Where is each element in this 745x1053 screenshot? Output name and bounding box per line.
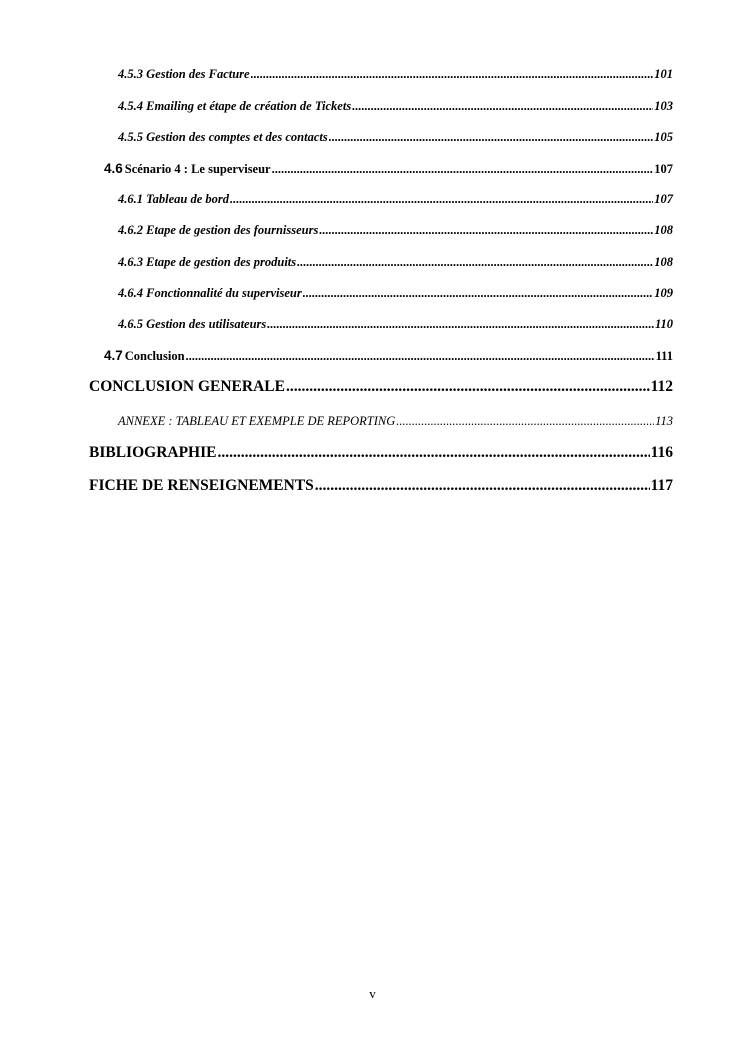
toc-entry-4-5-5[interactable]: [118, 130, 673, 145]
dot-leader: [352, 99, 653, 114]
toc-entry-title: 4.5.3 Gestion des Facture: [118, 67, 250, 81]
toc-entry-page: 107: [654, 192, 673, 206]
toc-entry-title: CONCLUSION GENERALE: [89, 378, 285, 395]
toc-entry-number: 4.7: [104, 348, 123, 363]
toc-entry-title: 4.6.2 Etape de gestion des fournisseurs: [118, 223, 319, 237]
toc-entry-page: 107: [654, 162, 673, 176]
dot-leader: [272, 162, 654, 177]
toc-entry-page: 111: [655, 349, 673, 363]
toc-entry-title: Scénario 4 : Le superviseur: [124, 162, 271, 176]
toc-entry-number: 4.6: [104, 161, 123, 176]
toc-entry-title: 4.6.5 Gestion des utilisateurs: [118, 317, 267, 331]
dot-leader: [297, 255, 653, 270]
toc-entry-title: 4.6.4 Fonctionnalité du superviseur: [118, 286, 302, 300]
toc-entry-title: 4.6.3 Etape de gestion des produits: [118, 255, 297, 269]
toc-entry-title: 4.5.5 Gestion des comptes et des contacts: [118, 130, 328, 144]
toc-entry-page: 108: [654, 223, 673, 237]
dot-leader: [186, 349, 655, 364]
toc-entry-page: 103: [654, 99, 673, 113]
toc-entry-conclusion-generale[interactable]: [89, 378, 673, 396]
toc-entry-page: 109: [654, 286, 673, 300]
toc-entry-title: 4.5.4 Emailing et étape de création de Tickets: [118, 99, 352, 113]
dot-leader: [303, 286, 654, 301]
toc-entry-bibliographie[interactable]: [89, 444, 673, 462]
toc-entry-4-6-2[interactable]: [118, 223, 673, 238]
toc-entry-page: 112: [650, 378, 673, 395]
dot-leader: [315, 477, 650, 495]
dot-leader: [329, 130, 654, 145]
dot-leader: [217, 444, 649, 462]
toc-entry-4-6-4[interactable]: [118, 286, 673, 301]
toc-entry-page: 101: [654, 67, 673, 81]
toc-entry-fiche-de-renseignements[interactable]: [89, 477, 673, 495]
toc-entry-page: 116: [650, 444, 673, 461]
dot-leader: [319, 223, 653, 238]
dot-leader: [230, 192, 653, 207]
toc-entry-page: 117: [650, 477, 673, 494]
page-number: v: [369, 986, 376, 1001]
toc-entry-4-6-5[interactable]: [118, 317, 673, 332]
toc-entry-page: 110: [654, 317, 673, 331]
toc-entry-title: Conclusion: [124, 349, 185, 363]
toc-entry-title: BIBLIOGRAPHIE: [89, 444, 217, 461]
toc-entry-page: 113: [655, 414, 673, 428]
toc-entry-title: ANNEXE : TABLEAU ET EXEMPLE DE REPORTING: [118, 414, 396, 428]
dot-leader: [251, 67, 654, 82]
toc-entry-title: 4.6.1 Tableau de bord: [118, 192, 229, 206]
toc-entry-4-6[interactable]: [104, 161, 673, 177]
toc-entry-page: 105: [654, 130, 673, 144]
dot-leader: [267, 317, 654, 332]
dot-leader: [286, 378, 650, 396]
toc-entry-4-6-1[interactable]: [118, 192, 673, 207]
toc-entry-4-5-4[interactable]: [118, 99, 673, 114]
dot-leader: [396, 414, 654, 429]
toc-entry-4-7[interactable]: [104, 348, 673, 364]
toc-entry-title: FICHE DE RENSEIGNEMENTS: [89, 477, 314, 494]
toc-entry-4-5-3[interactable]: [118, 67, 673, 82]
toc-entry-4-6-3[interactable]: [118, 255, 673, 270]
toc-entry-page: 108: [654, 255, 673, 269]
toc-entry-annexe[interactable]: [118, 414, 673, 429]
